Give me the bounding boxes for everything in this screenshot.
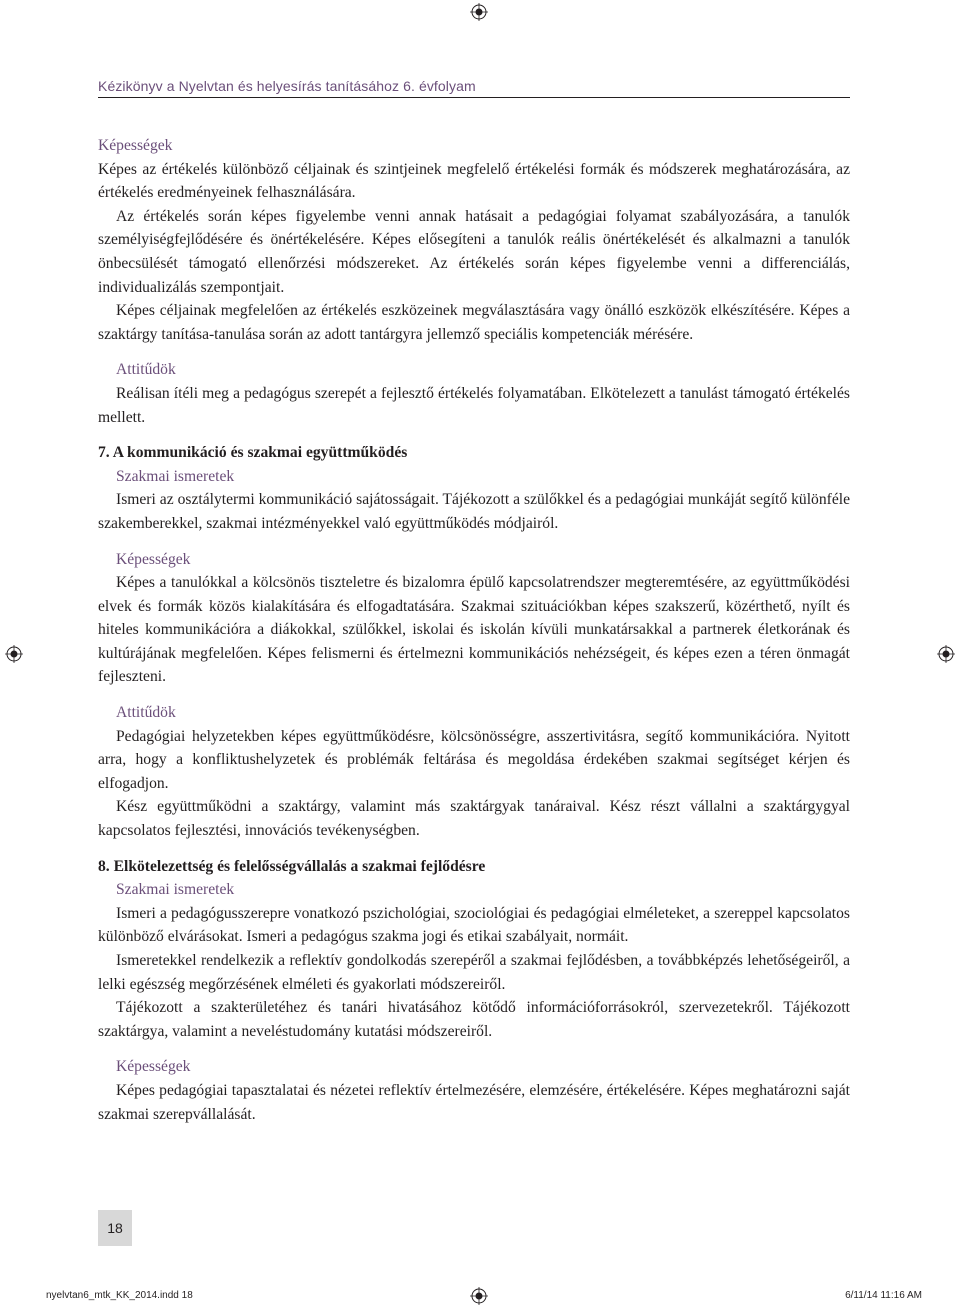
paragraph: Képes a tanulókkal a kölcsönös tiszteletre és bizalomra épülő kapcsolatrendszer megteremtésére, az együttműködési elvek és formák közös kialakítására és elfogadtatására. Szakmai szituációkban képes szakszerű, közérthető, nyílt és hiteles kommunikációra a diákokkal, szülőkkel, iskolai és iskolán kívüli munkatársakkal a partnerek életkorának és kultúrájának megfelelően. Képes felismerni és értelmezni kommunikációs nehézségeit, és képes ezen a téren önmagát fejleszteni. (98, 574, 850, 686)
section-label: Attitűdök (116, 361, 176, 379)
paragraph: Képes pedagógiai tapasztalatai és nézetei reflektív értelmezésére, elemzésére, értékelésére. Képes meghatározni saját szakmai szerepvállalását. (98, 1081, 850, 1123)
header-rule (98, 97, 850, 98)
registration-mark-icon (470, 3, 488, 21)
slug-filename: nyelvtan6_mtk_KK_2014.indd 18 (46, 1290, 193, 1301)
section-heading: 8. Elkötelezettség és felelősségvállalás a szakmai fejlődésre (98, 857, 486, 875)
paragraph: Reálisan ítéli meg a pedagógus szerepét a fejlesztő értékelés folyamatában. Elkötelezett a tanulást támogató értékelés mellett. (98, 384, 850, 426)
paragraph: Kész együttműködni a szaktárgy, valamint más szaktárgyak tanáraival. Kész részt vállalni a szaktárgygyal kapcsolatos fejlesztési, innovációs tevékenységben. (98, 798, 850, 840)
paragraph: Ismeri a pedagógusszerepre vonatkozó pszichológiai, szociológiai és pedagógiai elméleteket, a szereppel kapcsolatos különböző elvárásokat. Ismeri a pedagógus szakma jogi és etikai szabályait, normáit. (98, 904, 850, 946)
paragraph: Tájékozott a szakterületéhez és tanári hivatásához kötődő információforrásokról, szervezetekről. Tájékozott szaktárgya, valamint a neveléstudomány kutatási módszereiről. (98, 999, 850, 1040)
section-label: Képességek (98, 137, 173, 154)
slug-date: 6/11/14 11:16 AM (845, 1290, 922, 1301)
registration-mark-icon (470, 1287, 488, 1305)
section-label: Képességek (116, 1058, 191, 1076)
section-label: Attitűdök (116, 704, 176, 722)
section-heading: 7. A kommunikáció és szakmai együttműködés (98, 444, 408, 462)
registration-mark-icon (5, 645, 23, 663)
paragraph: Pedagógiai helyzetekben képes együttműködésre, kölcsönösségre, asszertivitásra, segítő kommunikációra. Nyitott arra, hogy a konfliktushelyzetek és problémák feltárása és megoldása érdekében szakmai segítséget kérjen és elfogadjon. (98, 727, 850, 792)
paragraph: Ismeretekkel rendelkezik a reflektív gondolkodás szerepéről a szakmai fejlődésben, a továbbképzés lehetőségeiről, a lelki egészség megőrzésének elméleti és gyakorlati módszereiről. (98, 952, 850, 993)
section-label: Szakmai ismeretek (116, 467, 235, 485)
paragraph: Az értékelés során képes figyelembe venni annak hatásait a pedagógiai folyamat szabályozására, a tanulók személyiségfejlődésére és önértékelésére. Képes elősegíteni a tanulók reális önértékelését és alkalmazni a tanulók önbecsülését támogató ellenőrzési módszereket. Az értékelés során képes figyelembe venni a differenciálás, individualizálás szempontjait. (98, 207, 850, 296)
page-number: 18 (98, 1210, 132, 1246)
paragraph: Ismeri az osztálytermi kommunikáció sajátosságait. Tájékozott a szülőkkel és a pedagógiai munkáját segítő különféle szakemberekkel, szakmai intézményekkel való együttműködés módjairól. (98, 491, 850, 532)
page-body (98, 134, 850, 1126)
paragraph: Képes céljainak megfelelően az értékelés eszközeinek megválasztására vagy önálló eszközök elkészítésére. Képes a szaktárgy tanítása-tanulása során az adott tantárgyra jellemző speciális kompetenciák mérésére. (98, 302, 850, 343)
running-header: Kézikönyv a Nyelvtan és helyesírás tanításához 6. évfolyam (98, 78, 476, 94)
section-label: Képességek (116, 550, 191, 568)
section-label: Szakmai ismeretek (116, 881, 235, 899)
paragraph: Képes az értékelés különböző céljainak és szintjeinek megfelelő értékelési formák és módszerek meghatározására, az értékelés eredményeinek felhasználására. (98, 160, 850, 202)
registration-mark-icon (937, 645, 955, 663)
